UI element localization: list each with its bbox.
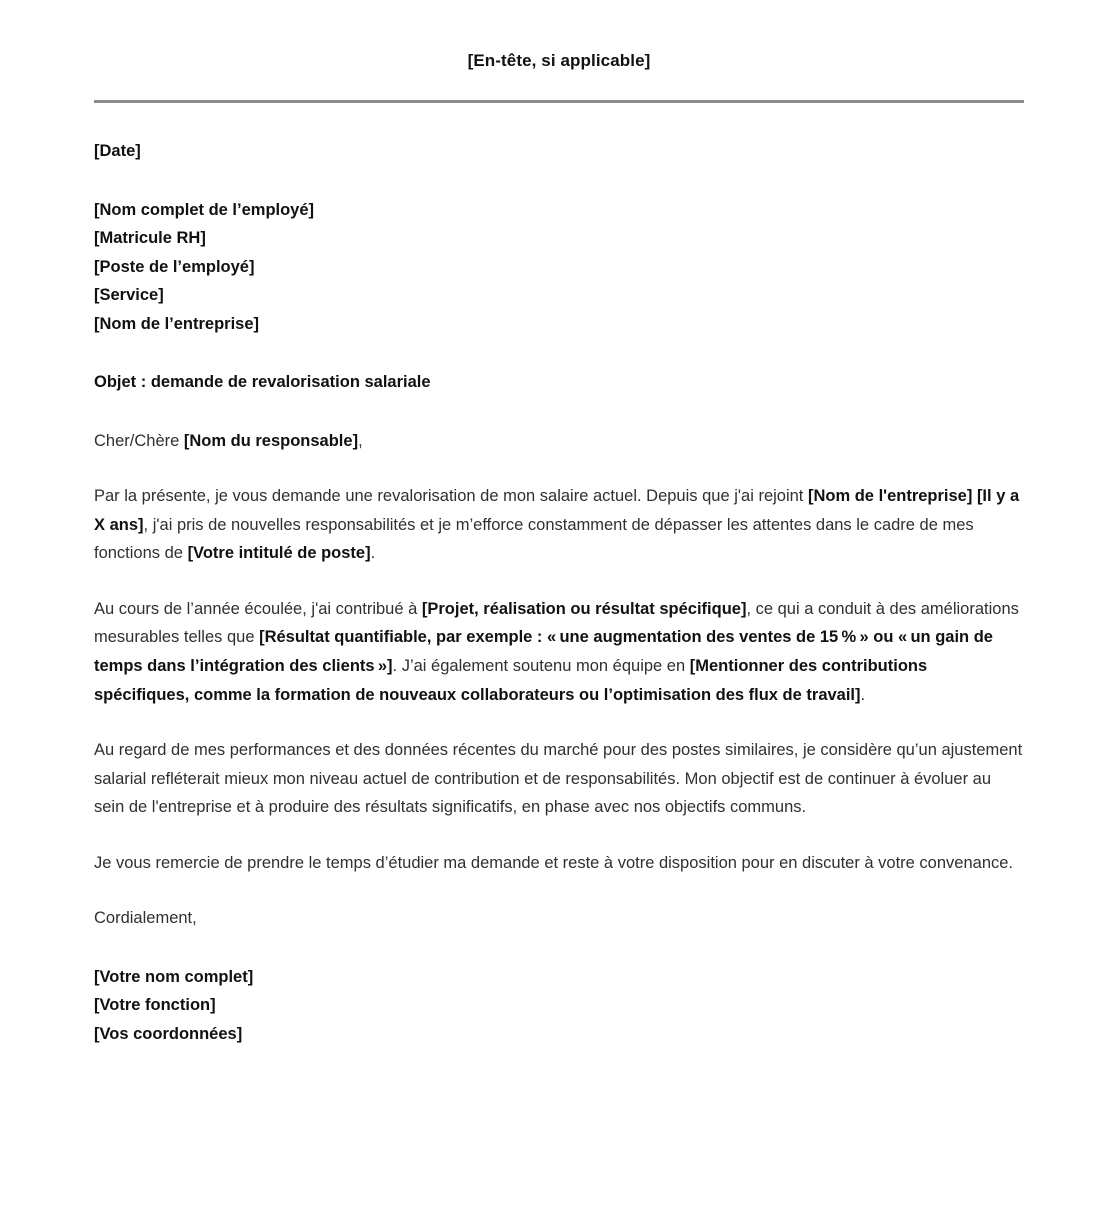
paragraph-2-text-part-4: . bbox=[860, 685, 866, 704]
salutation-suffix: , bbox=[358, 431, 363, 450]
paragraph-2-text-part-1: Au cours de l’année écoulée, j'ai contribué à bbox=[94, 599, 422, 618]
paragraph-2-placeholder-1: [Projet, réalisation ou résultat spécifique] bbox=[421, 599, 747, 618]
paragraph-1-text-part-1: Par la présente, je vous demande une revalorisation de mon salaire actuel. Depuis que j'ai rejoint bbox=[94, 487, 808, 506]
letter-body bbox=[94, 103, 1024, 1048]
signature-line: [Votre fonction] bbox=[94, 996, 216, 1015]
paragraph-2-text-part-2: , ce qui a conduit à des améliorations mesurables telles que bbox=[94, 599, 1019, 647]
salutation-placeholder: [Nom du responsable] bbox=[183, 431, 359, 450]
salutation bbox=[94, 427, 1024, 456]
recipient-address-block bbox=[94, 196, 1024, 339]
paragraph-justification: Au regard de mes performances et des données récentes du marché pour des postes similaires, je considère qu’un ajustement salarial refléterait mieux mon niveau actuel de contribution et de responsabilités. Mon objectif est de continuer à évoluer au sein de l'entreprise et à produire des résultats significatifs, en phase avec nos objectifs communs. bbox=[94, 741, 1023, 817]
signature-line: [Vos coordonnées] bbox=[94, 1024, 243, 1043]
letterhead-title: [En-tête, si applicable] bbox=[467, 51, 651, 70]
paragraph-2-placeholder-3: [Mentionner des contributions spécifiques, comme la formation de nouveaux collaborateurs ou l’optimisation des flux de travail] bbox=[94, 657, 928, 704]
paragraph-2-placeholder-2: [Résultat quantifiable, par exemple : « une augmentation des ventes de 15 % » ou « un gain de temps dans l’intégration des clients »] bbox=[94, 628, 993, 675]
paragraph-1-placeholder-2: [Votre intitulé de poste] bbox=[187, 544, 371, 563]
paragraph-2-text-part-3: . J’ai également soutenu mon équipe en bbox=[392, 657, 690, 675]
paragraph-achievements bbox=[94, 595, 1024, 709]
salutation-prefix: Cher/Chère bbox=[94, 431, 184, 450]
recipient-line: [Nom de l’entreprise] bbox=[94, 314, 260, 333]
paragraph-1-placeholder-1: [Nom de l'entreprise] [Il y a X ans] bbox=[94, 487, 1020, 534]
recipient-line: [Service] bbox=[94, 286, 164, 305]
recipient-line: [Poste de l’employé] bbox=[94, 257, 255, 276]
closing-salutation: Cordialement, bbox=[94, 909, 197, 928]
signature-block bbox=[94, 963, 1024, 1049]
date-placeholder: [Date] bbox=[94, 142, 141, 161]
paragraph-opening bbox=[94, 482, 1024, 568]
paragraph-1-text-part-2: , j'ai pris de nouvelles responsabilités et je m’efforce constamment de dépasser les attentes dans le cadre de mes fonctions de bbox=[94, 515, 974, 563]
paragraph-1-text-part-3: . bbox=[370, 544, 376, 563]
subject-line: Objet : demande de revalorisation salariale bbox=[94, 373, 431, 392]
recipient-line: [Matricule RH] bbox=[94, 229, 206, 248]
recipient-line: [Nom complet de l’employé] bbox=[94, 200, 315, 219]
paragraph-thanks: Je vous remercie de prendre le temps d’étudier ma demande et reste à votre disposition pour en discuter à votre convenance. bbox=[94, 853, 1014, 872]
letter-container bbox=[94, 0, 1024, 1048]
signature-line: [Votre nom complet] bbox=[94, 967, 254, 986]
